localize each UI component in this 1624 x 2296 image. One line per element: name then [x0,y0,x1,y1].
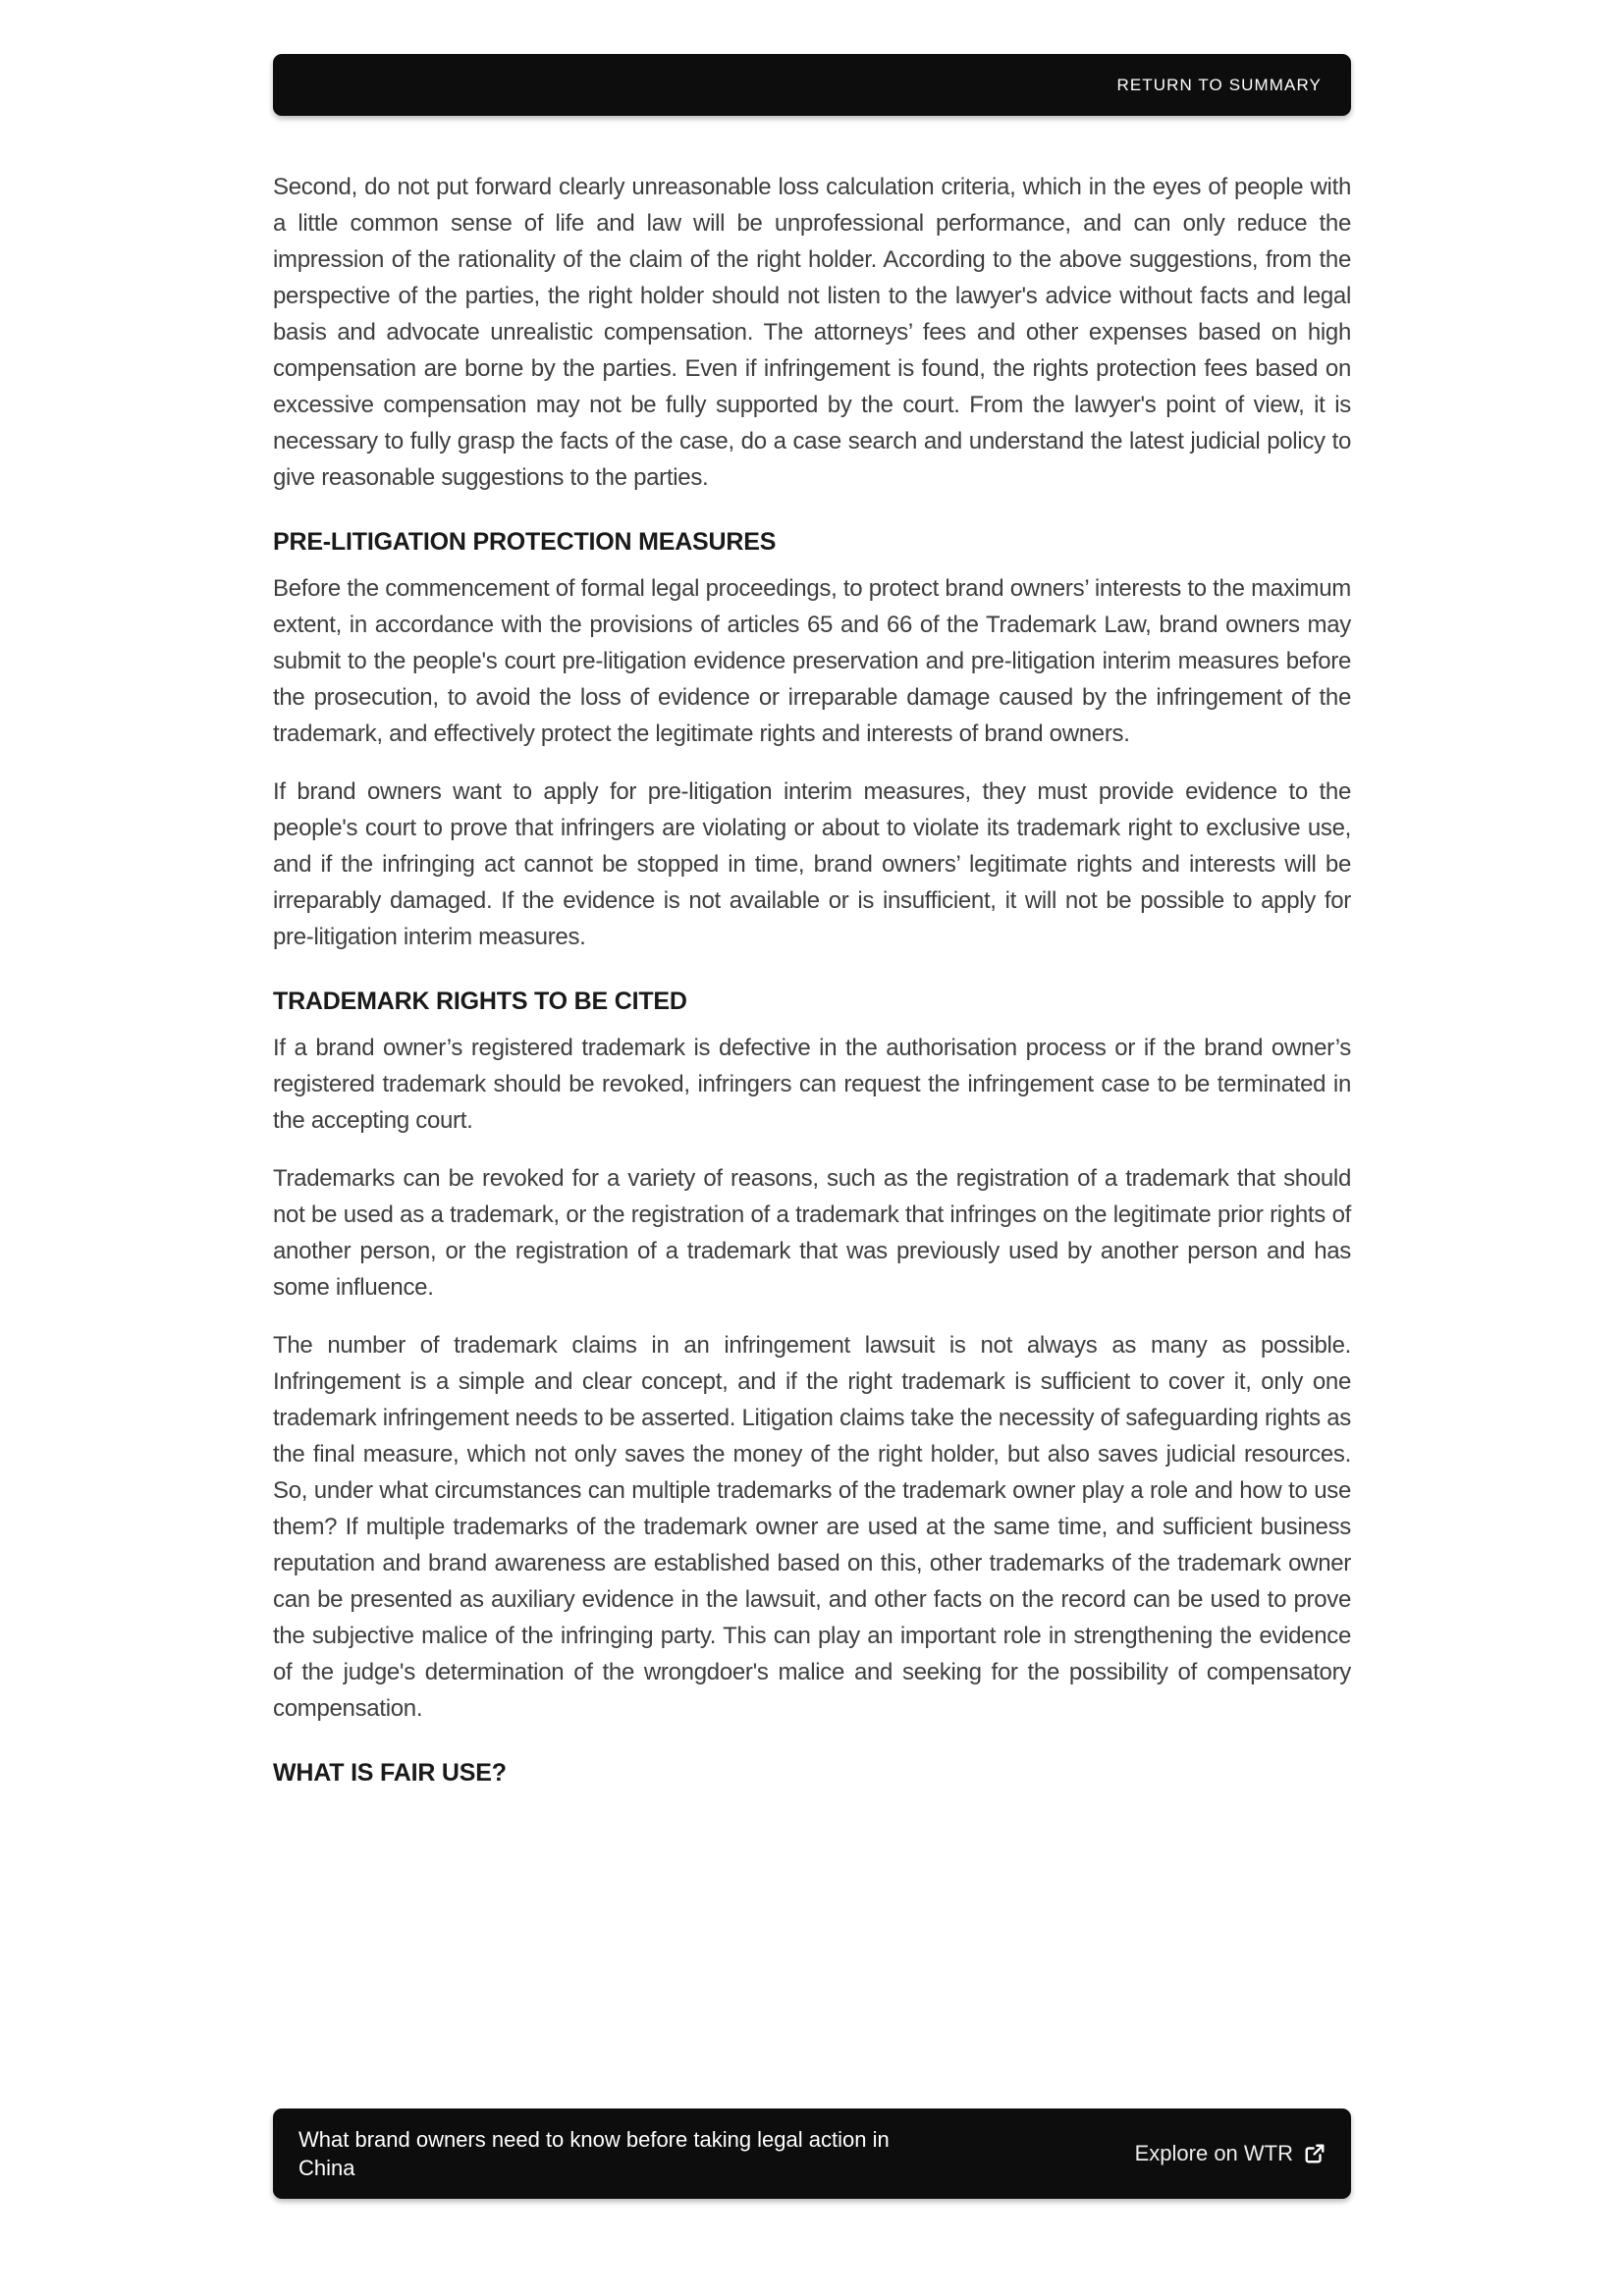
footer-bar [273,2109,1351,2199]
footer-title: What brand owners need to know before taking legal action in China [298,2127,890,2180]
paragraph-interim-measures: If brand owners want to apply for pre-litigation interim measures, they must provide evidence to the people's court to prove that infringers are violating or about to violate its trademark right to exclusive use, and if the infringing act cannot be stopped in time, brand owners’ legitimate rights and interests will be irreparably damaged. If the evidence is not available or is insufficient, it will not be possible to apply for pre-litigation interim measures. [273,778,1351,950]
paragraph-before-proceedings: Before the commencement of formal legal proceedings, to protect brand owners’ interests to the maximum extent, in accordance with the provisions of articles 65 and 66 of the Trademark Law, brand owners may submit to the people's court pre-litigation evidence preservation and pre-litigation interim measures before the prosecution, to avoid the loss of evidence or irreparable damage caused by the infringement of the trademark, and effectively protect the legitimate rights and interests of brand owners. [273,575,1351,747]
section-heading-trademark-rights: TRADEMARK RIGHTS TO BE CITED [273,988,687,1015]
section-heading-pre-litigation-measures: PRE-LITIGATION PROTECTION MEASURES [273,528,777,556]
article-body [273,169,1351,1801]
paragraph-number-of-claims: The number of trademark claims in an infringement lawsuit is not always as many as possible. Infringement is a simple and clear concept, and if the right trademark is sufficient to cover it, only one trademark infringement needs to be asserted. Litigation claims take the necessity of safeguarding rights as the final measure, which not only saves the money of the right holder, but also saves judicial resources. So, under what circumstances can multiple trademarks of the trademark owner play a role and how to use them? If multiple trademarks of the trademark owner are used at the same time, and sufficient business reputation and brand awareness are established based on this, other trademarks of the trademark owner can be presented as auxiliary evidence in the lawsuit, and other facts on the record can be used to prove the subjective malice of the infringing party. This can play an important role in strengthening the evidence of the judge's determination of the wrongdoer's malice and seeking for the possibility of compensatory compensation. [273,1332,1351,1722]
explore-on-wtr-link[interactable] [1135,2141,1326,2166]
paragraph-defective-trademark: If a brand owner’s registered trademark is defective in the authorisation process or if the brand owner’s registered trademark should be revoked, infringers can request the infringement case to be terminated in the accepting court. [273,1035,1351,1134]
external-link-icon [1304,2143,1326,2164]
explore-link-label: Explore on WTR [1134,2141,1293,2165]
paragraph-loss-calculation: Second, do not put forward clearly unreasonable loss calculation criteria, which in the eyes of people with a little common sense of life and law will be unprofessional performance, and can only reduce the impression of the rationality of the claim of the right holder. According to the above suggestions, from the perspective of the parties, the right holder should not listen to the lawyer's advice without facts and legal basis and advocate unrealistic compensation. The attorneys’ fees and other expenses based on high compensation are borne by the parties. Even if infringement is found, the rights protection fees based on excessive compensation may not be fully supported by the court. From the lawyer's point of view, it is necessary to fully grasp the facts of the case, do a case search and understand the latest judicial policy to give reasonable suggestions to the parties. [273,174,1351,491]
return-bar [273,54,1351,116]
section-heading-fair-use: WHAT IS FAIR USE? [273,1759,507,1787]
paragraph-revocation-reasons: Trademarks can be revoked for a variety of reasons, such as the registration of a trademark that should not be used as a trademark, or the registration of a trademark that infringes on the legitimate prior rights of another person, or the registration of a trademark that was previously used by another person and has some influence. [273,1165,1351,1301]
return-to-summary-link[interactable]: RETURN TO SUMMARY [1116,75,1322,94]
